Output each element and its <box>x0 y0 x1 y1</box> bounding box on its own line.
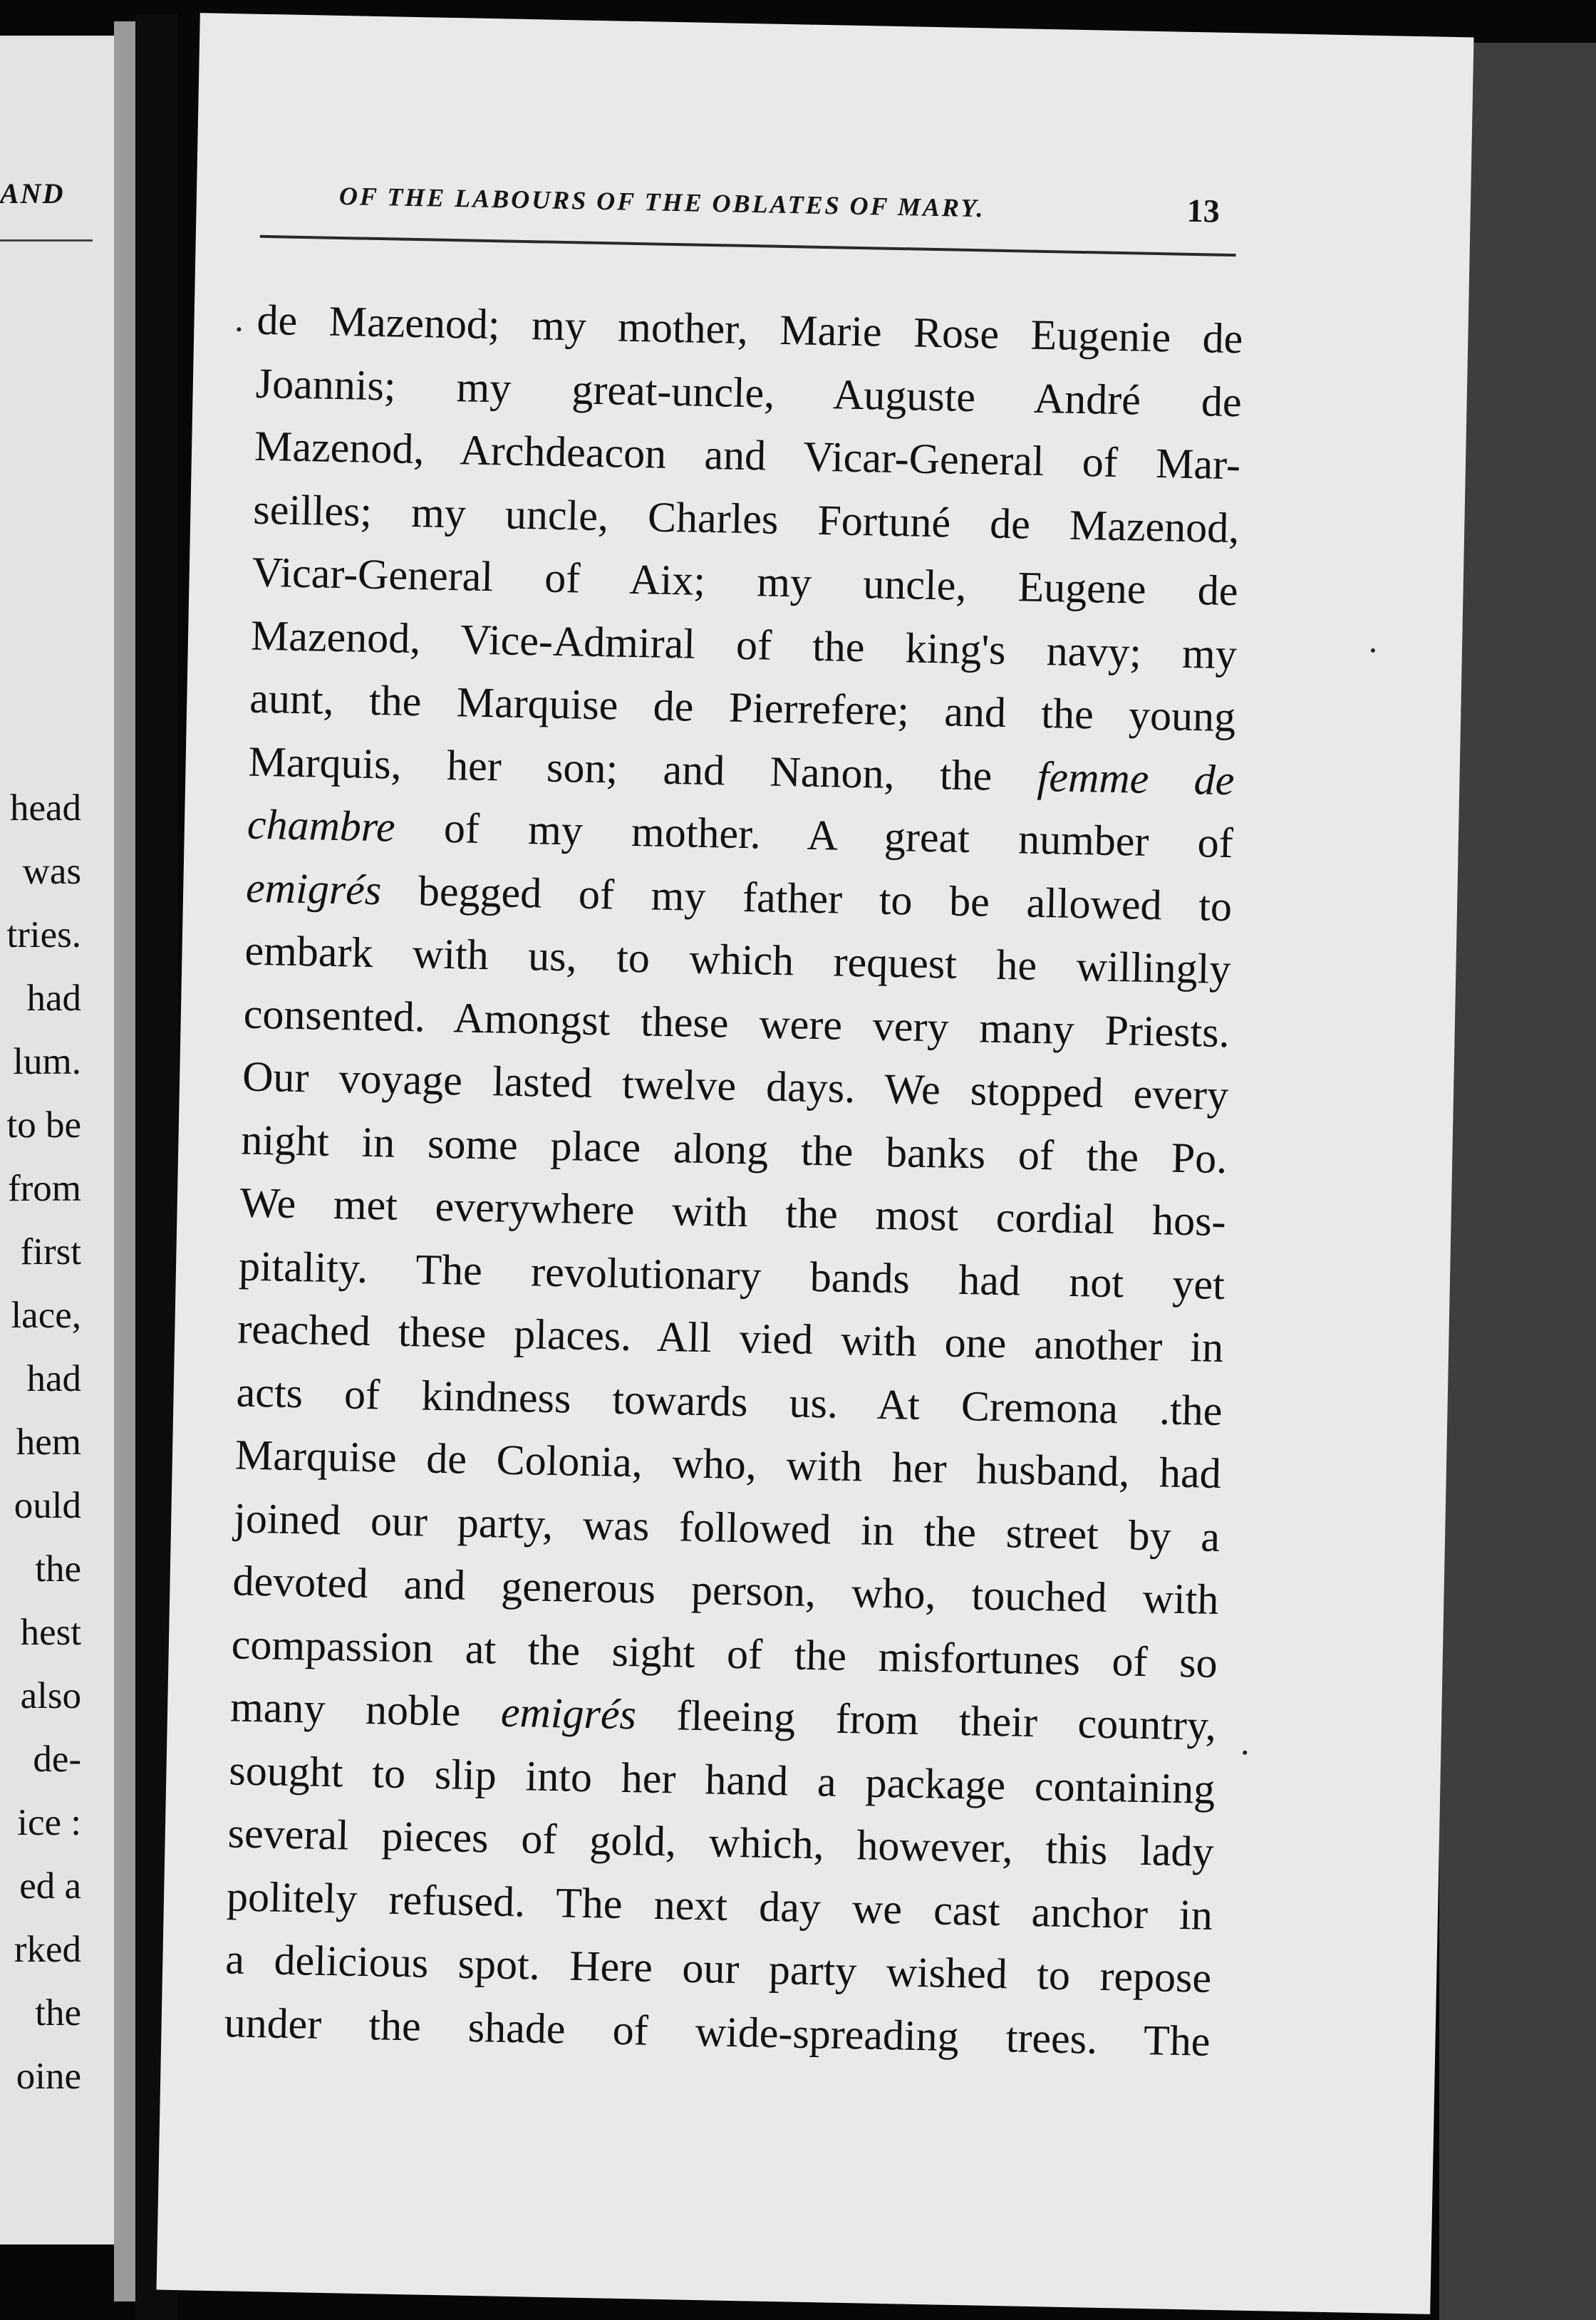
previous-page-line: from <box>7 1168 81 1209</box>
running-header: OF THE LABOURS OF THE OBLATES OF MARY. <box>338 181 986 223</box>
text-line: many noble emigrés fleeing from their country, <box>229 1683 1217 1749</box>
previous-page-line: ed a <box>19 1865 81 1907</box>
previous-page-line: lace, <box>11 1295 81 1336</box>
text-line: several pieces of gold, which, however, this lady <box>227 1809 1215 1875</box>
book-page <box>156 13 1473 2314</box>
previous-page-line: de- <box>33 1739 81 1780</box>
text-line: consented. Amongst these were very many Priests. <box>243 990 1230 1056</box>
previous-page-line: was <box>22 851 81 892</box>
scan-speck <box>1243 1751 1247 1755</box>
italic-phrase: femme de <box>1037 752 1235 804</box>
text-line: pitality. The revolutionary bands had not yet <box>238 1242 1226 1308</box>
italic-phrase: emigrés <box>245 864 382 913</box>
text-line: sought to slip into her hand a package containing <box>228 1746 1216 1813</box>
previous-page-line: first <box>20 1231 81 1273</box>
previous-page-line: head <box>9 787 81 829</box>
header-rule <box>260 235 1236 257</box>
previous-page-line: had <box>26 1358 81 1399</box>
text-line: Marquise de Colonia, who, with her husband, had <box>234 1431 1222 1498</box>
text-line: devoted and generous person, who, touched with <box>232 1557 1219 1623</box>
previous-page-line: had <box>26 978 81 1019</box>
page-number: 13 <box>1186 192 1221 229</box>
previous-page-line: lum. <box>13 1041 81 1082</box>
body-text <box>224 289 1243 2073</box>
previous-page-line: ice : <box>17 1802 81 1843</box>
previous-page-line: hem <box>16 1421 81 1463</box>
previous-page-line: hest <box>20 1612 81 1653</box>
text-line: Mazenod, Archdeacon and Vicar-General of Mar- <box>254 422 1241 489</box>
text-line: Joannis; my great-uncle, Auguste André de <box>255 359 1243 425</box>
text-line: Marquis, her son; and Nanon, the femme de <box>248 737 1235 804</box>
previous-page-line: to be <box>6 1104 81 1146</box>
scan-speck <box>237 327 241 331</box>
text-line: seilles; my uncle, Charles Fortuné de Mazenod, <box>252 485 1240 551</box>
text-line: politely refused. The next day we cast anchor in <box>226 1872 1213 1939</box>
previous-page-line: oine <box>16 2056 81 2097</box>
text-line: aunt, the Marquise de Pierrefere; and the young <box>249 674 1236 741</box>
scan-speck <box>1371 648 1375 653</box>
gutter-shadow <box>114 21 135 2301</box>
text-line: Mazenod, Vice-Admiral of the king's navy; my <box>250 611 1238 678</box>
text-line: de Mazenod; my mother, Marie Rose Eugenie de <box>256 296 1243 363</box>
previous-page-edge <box>0 36 114 2244</box>
previous-page-line: rked <box>14 1929 81 1970</box>
previous-page-header-fragment: AND <box>0 177 65 209</box>
text-line: embark with us, to which request he willingly <box>244 926 1231 993</box>
previous-page-line: tries. <box>6 914 81 956</box>
text-line: joined our party, was followed in the street by a <box>233 1493 1221 1560</box>
italic-phrase: emigrés <box>500 1688 637 1739</box>
previous-page-line: also <box>20 1675 81 1716</box>
previous-page-line: the <box>35 1992 81 2034</box>
previous-page-line: ould <box>14 1485 81 1526</box>
text-line: Our voyage lasted twelve days. We stopped every <box>242 1052 1229 1119</box>
text-line: acts of kindness towards us. At Cremona .the <box>236 1367 1223 1434</box>
text-line: chambre of my mother. A great number of <box>247 800 1234 867</box>
text-line: a delicious spot. Here our party wished to repose <box>224 1935 1212 2001</box>
text-line: reached these places. All vied with one another in <box>237 1305 1224 1372</box>
text-line: emigrés begged of my father to be allowed to <box>245 864 1233 930</box>
text-line: Vicar-General of Aix; my uncle, Eugene de <box>252 548 1239 615</box>
text-line: compassion at the sight of the misfortunes of so <box>231 1620 1218 1687</box>
previous-page-line-fragments <box>7 777 82 2108</box>
previous-page-line: the <box>35 1548 81 1590</box>
text-line: We met everywhere with the most cordial hos- <box>239 1179 1227 1246</box>
text-line: under the shade of wide-spreading trees. The <box>224 1998 1211 2065</box>
italic-phrase: chambre <box>247 800 396 851</box>
text-line: night in some place along the banks of the Po. <box>240 1116 1228 1182</box>
previous-page-header-rule <box>0 239 93 242</box>
